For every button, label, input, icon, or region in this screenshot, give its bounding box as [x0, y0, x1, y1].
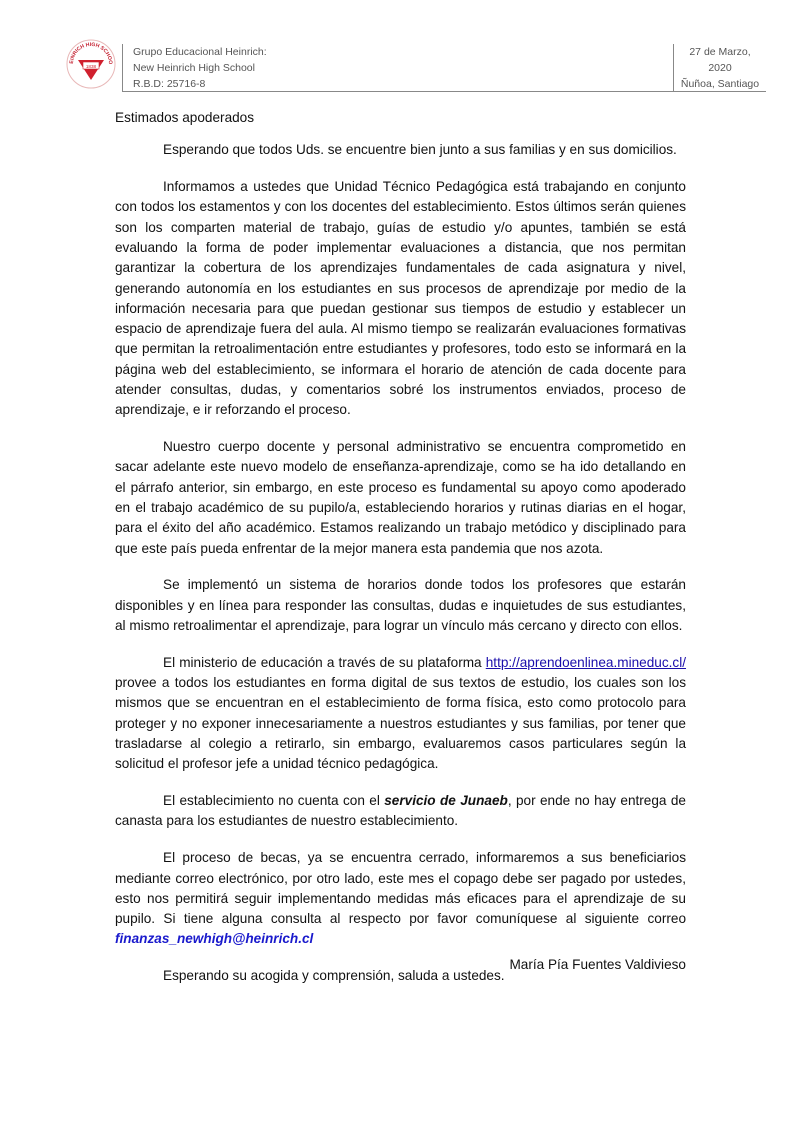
paragraph-utp: Informamos a ustedes que Unidad Técnico Pedagógica está trabajando en conjunto con todos los estamentos y con los docentes del establecimiento. Estos últimos serán quienes son los comparten material de trabajo, guías de estudio y/o apuntes, también se está evaluando la forma de poder implementar evaluaciones a distancia, que nos permitan garantizar la cobertura de los aprendizajes fundamentales de cada asignatura y nivel, generando autonomía en los estudiantes en sus procesos de aprendizaje por medio de la información necesaria para que puedan gestionar sus tiempos de estudio y establecer un espacio de aprendizaje fuera del aula. Al mismo tiempo se realizarán evaluaciones formativas que permitan la retroalimentación entre estudiantes y profesores, todo esto se informará en la página web del establecimiento, se informara el horario de atención de cada docente para atender consultas, dudas, y comentarios sobré los instrumentos enviados, proceso de aprendizaje, e ir reforzando el proceso. — [115, 179, 686, 418]
paragraph-scholarships — [115, 848, 686, 949]
paragraph-schedule: Se implementó un sistema de horarios donde todos los profesores que estarán disponibles y en línea para responder las consultas, dudas e inquietudes de sus estudiantes, al mismo retroalimentar el aprendizaje, para lograr un vínculo más cercano y directo con ellos. — [115, 577, 686, 634]
signature-name: María Pía Fuentes Valdivieso — [509, 957, 686, 972]
paragraph-ministry — [115, 653, 686, 775]
letter-body — [115, 108, 686, 1003]
letterhead — [60, 38, 766, 92]
junaeb-text-after: , por ende no hay entrega de canasta para los estudiantes de nuestro establecimiento. — [115, 793, 686, 829]
junaeb-service: servicio de Junaeb — [384, 793, 508, 809]
date-year: 2020 — [708, 62, 732, 74]
rbd-number: R.B.D: 25716-8 — [133, 78, 206, 90]
junaeb-text-before: El establecimiento no cuenta con el — [163, 793, 385, 809]
logo-text: EINRICH HIGH SCHOO — [68, 41, 114, 65]
ministry-text-before: El ministerio de educación a través de su plataforma — [163, 654, 486, 670]
school-logo — [65, 38, 117, 90]
finance-email-link[interactable]: finanzas_newhigh@heinrich.cl — [115, 931, 314, 947]
organization-info — [122, 44, 267, 92]
paragraph-junaeb — [115, 791, 686, 832]
org-name: Grupo Educacional Heinrich: — [133, 46, 267, 58]
closing-line: Esperando su acogida y comprensión, saluda a ustedes. — [163, 968, 505, 984]
paragraph-teachers: Nuestro cuerpo docente y personal administrativo se encuentra comprometido en sacar adelante este nuevo modelo de enseñanza-aprendizaje, como se ha ido detallando en el párrafo anterior, sin embargo, en este proceso es fundamental su apoyo como apoderado en el trabajo académico de su pupilo/a, estableciendo horarios y rutinas diarias en el hogar, para el éxito del año académico. Estamos realizando un trabajo metódico y disciplinado para que este país pueda enfrentar de la mejor manera esta pandemia que nos azota. — [115, 439, 686, 556]
date-location — [673, 44, 766, 92]
school-name: New Heinrich High School — [133, 62, 255, 74]
logo-year: 1838 — [85, 63, 97, 69]
location: Ñuñoa, Santiago — [680, 78, 760, 90]
scholarship-text: El proceso de becas, ya se encuentra cerrado, informaremos a sus beneficiarios mediante correo electrónico, por otro lado, este mes el copago debe ser pagado por ustedes, esto nos permitirá seguir implementando medidas más eficaces para el aprendizaje de su pupilo. Si tiene alguna consulta al respecto por favor comuníquese al siguiente correo — [115, 850, 686, 927]
paragraph-greeting: Esperando que todos Uds. se encuentre bien junto a sus familias y en sus domicilios. — [163, 142, 677, 158]
header-divider — [122, 91, 766, 92]
aprendo-en-linea-link[interactable]: http://aprendoenlinea.mineduc.cl/ — [485, 654, 686, 670]
date-day-month: 27 de Marzo, — [689, 46, 751, 58]
salutation: Estimados apoderados — [115, 110, 255, 125]
ministry-text-after: provee a todos los estudiantes en forma digital de sus textos de estudio, los cuales son los mismos que se encuentran en el establecimiento de forma física, esto como protocolo para proteger y no exponer innecesariamente a nuestros estudiantes y sus familias, por tener que trasladarse al colegio a retirarlo, sin embargo, evaluaremos casos particulares según la solicitud el profesor jefe a unidad técnico pedagógica. — [115, 675, 686, 772]
